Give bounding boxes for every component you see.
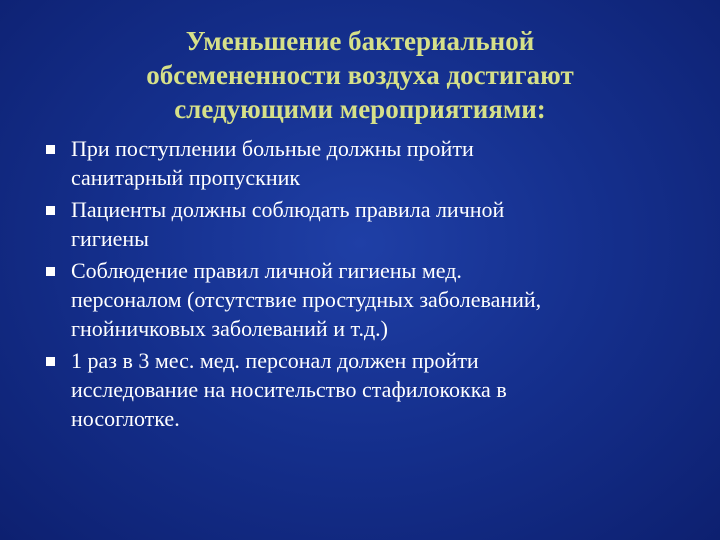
square-bullet-icon [46,206,55,215]
bullet-item [44,134,684,192]
bullet-text-line: исследование на носительство стафилококка в [71,377,507,402]
bullet-text-line: носоглотке. [71,406,180,431]
bullet-item [44,256,684,343]
bullet-text-line: При поступлении больные должны пройти [71,136,474,161]
bullet-text-line: гнойничковых заболеваний и т.д.) [71,316,388,341]
slide-title-line: Уменьшение бактериальной [185,26,535,56]
bullet-text-line: персоналом (отсутствие простудных заболеваний, [71,287,542,312]
slide-title-line: обсемененности воздуха достигают [146,60,574,90]
slide-title-line: следующими мероприятиями: [174,94,546,124]
bullet-item [44,346,684,433]
bullet-list [44,134,684,436]
bullet-item [44,195,684,253]
bullet-text-line: 1 раз в 3 мес. мед. персонал должен пройти [71,348,479,373]
bullet-text-line: санитарный пропускник [71,165,301,190]
bullet-text-line: гигиены [71,226,149,251]
square-bullet-icon [46,145,55,154]
bullet-text-line: Соблюдение правил личной гигиены мед. [71,258,462,283]
square-bullet-icon [46,267,55,276]
square-bullet-icon [46,357,55,366]
bullet-text-line: Пациенты должны соблюдать правила личной [71,197,505,222]
slide-title [80,24,640,126]
